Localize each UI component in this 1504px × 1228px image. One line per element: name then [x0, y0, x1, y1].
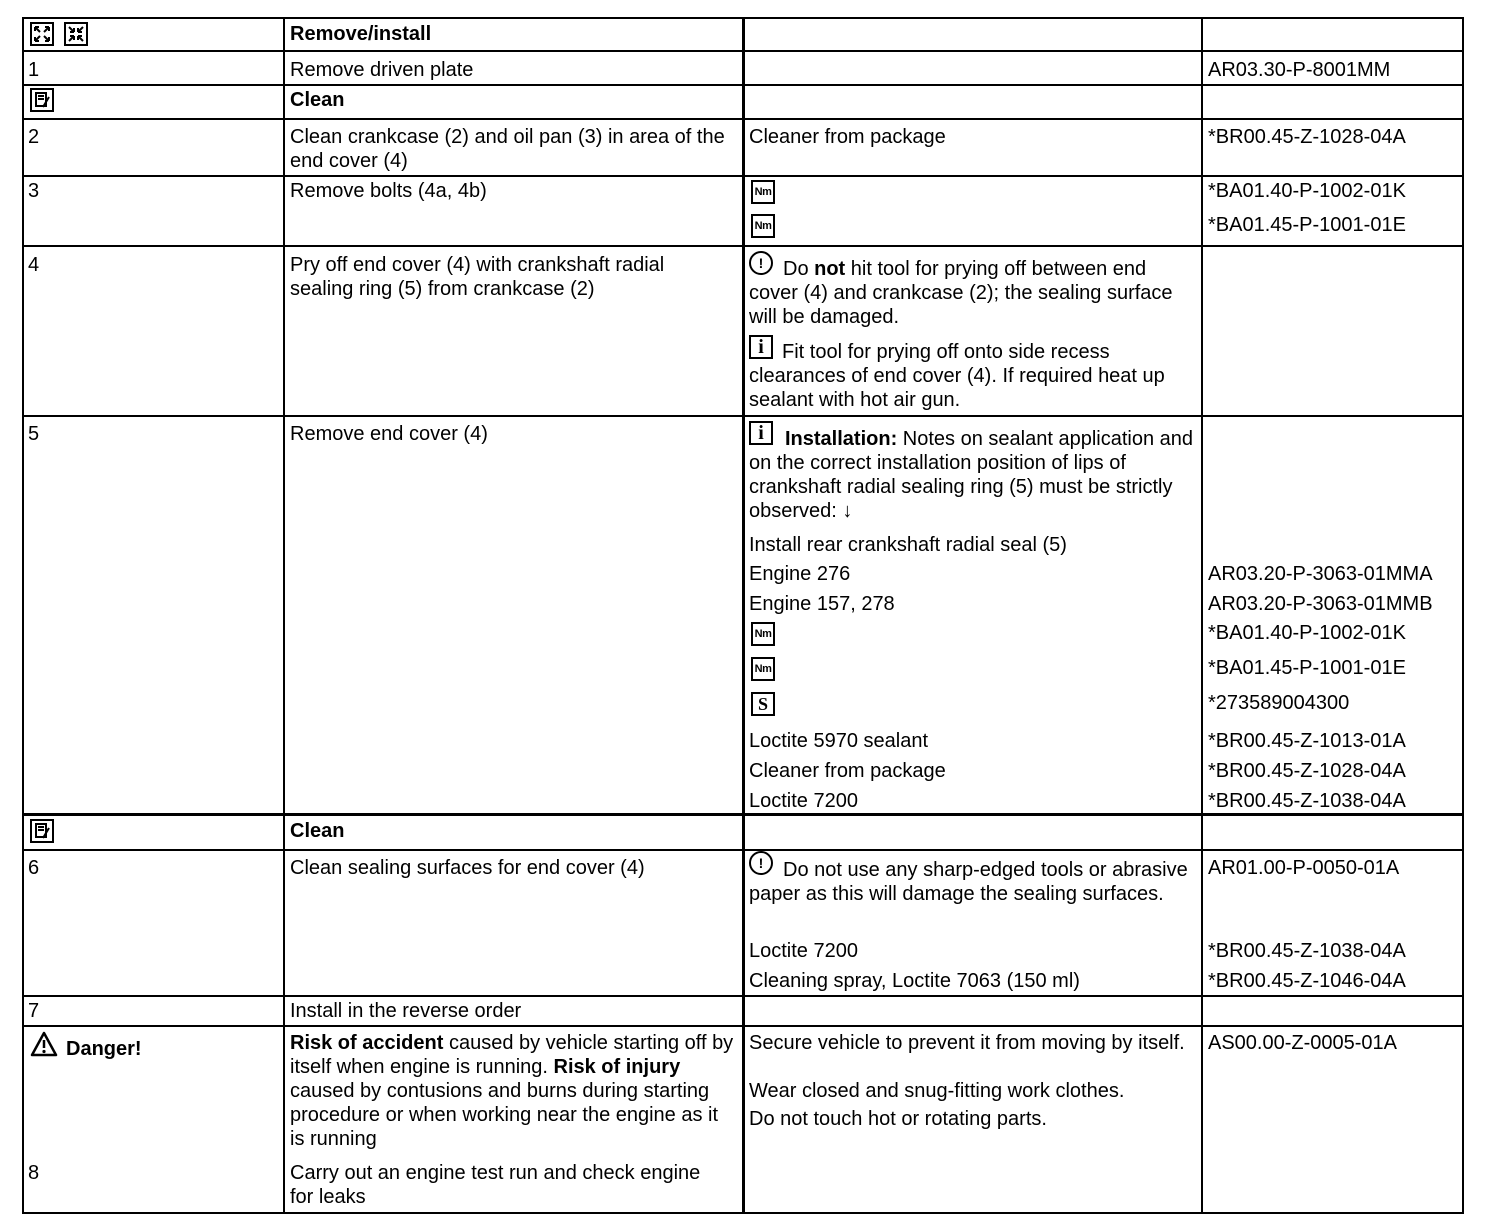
step-note: Cleaner from package: [749, 126, 946, 148]
section-title: Remove/install: [290, 23, 432, 45]
step-number: 7: [28, 1000, 40, 1022]
step-action: Remove driven plate: [290, 59, 474, 81]
reference-link[interactable]: AR03.20-P-3063-01MMA: [1208, 563, 1433, 585]
special-tool-icon: S: [751, 692, 775, 716]
step-action: Clean crankcase (2) and oil pan (3) in area of the end cover (4): [290, 126, 725, 172]
step-number: 1: [28, 59, 40, 81]
reference-link[interactable]: *BA01.40-P-1002-01K: [1208, 622, 1406, 644]
install-icon: [64, 22, 88, 46]
step-action: Carry out an engine test run and check engine for leaks: [290, 1162, 701, 1208]
reference-link[interactable]: AR03.20-P-3063-01MMB: [1208, 593, 1433, 615]
reference-link[interactable]: *BA01.45-P-1001-01E: [1208, 657, 1406, 679]
danger-risk-text: Risk of accident caused by vehicle starting off by itself when engine is running. Risk of injury caused by contusions and burns during starting procedure or when working near the engine as it is running: [290, 1032, 734, 1150]
engine-variant: Engine 157, 278: [749, 593, 895, 615]
step-note: Do not use any sharp-edged tools or abrasive paper as this will damage the sealing surfaces.: [749, 859, 1188, 905]
step-number: 3: [28, 180, 40, 202]
section-label: Clean: [290, 820, 345, 842]
step-number: 5: [28, 423, 40, 445]
material-name: Loctite 7200: [749, 940, 858, 962]
caution-icon: !: [749, 251, 773, 275]
table-rule: [22, 17, 24, 1214]
caution-icon: !: [749, 851, 773, 875]
step-number: 4: [28, 254, 40, 276]
table-rule: [1201, 17, 1203, 1214]
material-name: Loctite 5970 sealant: [749, 730, 929, 752]
warning-triangle-icon: [30, 1031, 58, 1057]
step-action: Remove end cover (4): [290, 423, 488, 445]
torque-icon: Nm: [751, 622, 775, 646]
reference-link[interactable]: *BR00.45-Z-1013-01A: [1208, 730, 1406, 752]
reference-link[interactable]: AS00.00-Z-0005-01A: [1208, 1032, 1398, 1054]
safety-measure: Wear closed and snug-fitting work clothes.: [749, 1080, 1125, 1102]
reference-link[interactable]: *BR00.45-Z-1046-04A: [1208, 970, 1406, 992]
material-name: Cleaner from package: [749, 760, 946, 782]
danger-label: Danger!: [66, 1038, 142, 1060]
reference-link[interactable]: *BR00.45-Z-1038-04A: [1208, 790, 1406, 812]
safety-measure: Secure vehicle to prevent it from moving by itself.: [749, 1032, 1185, 1054]
torque-icon: Nm: [751, 180, 775, 204]
material-name: Cleaning spray, Loctite 7063 (150 ml): [749, 970, 1080, 992]
engine-variant: Engine 276: [749, 563, 851, 585]
step-number: 6: [28, 857, 40, 879]
step-action: Install in the reverse order: [290, 1000, 522, 1022]
info-icon: i: [749, 335, 773, 359]
install-seal-text: Install rear crankshaft radial seal (5): [749, 534, 1067, 556]
reference-link[interactable]: *BA01.40-P-1002-01K: [1208, 180, 1406, 202]
torque-icon: Nm: [751, 657, 775, 681]
info-icon: i: [749, 421, 773, 445]
cleaning-icon: [30, 819, 54, 843]
step-action: Remove bolts (4a, 4b): [290, 180, 487, 202]
reference-link[interactable]: *273589004300: [1208, 692, 1350, 714]
reference-link[interactable]: AR03.30-P-8001MM: [1208, 59, 1391, 81]
table-rule: [1462, 17, 1464, 1214]
remove-icon: [30, 22, 54, 46]
step-action: Clean sealing surfaces for end cover (4): [290, 857, 645, 879]
safety-measure: Do not touch hot or rotating parts.: [749, 1108, 1047, 1130]
step-number: 8: [28, 1162, 40, 1184]
step-info: Fit tool for prying off onto side recess clearances of end cover (4). If required heat up sealant with hot air gun.: [749, 341, 1165, 411]
table-rule: [283, 17, 285, 1214]
step-action: Pry off end cover (4) with crankshaft radial sealing ring (5) from crankcase (2): [290, 254, 665, 300]
reference-link[interactable]: *BR00.45-Z-1038-04A: [1208, 940, 1406, 962]
section-label: Clean: [290, 89, 345, 111]
torque-icon: Nm: [751, 214, 775, 238]
step-note: Do not hit tool for prying off between end cover (4) and crankcase (2); the sealing surface will be damaged.: [749, 258, 1173, 328]
step-number: 2: [28, 126, 40, 148]
cleaning-icon: [30, 88, 54, 112]
material-name: Loctite 7200: [749, 790, 858, 812]
step-info: Installation: Notes on sealant application and on the correct installation position of lips of crankshaft radial sealing ring (5) must be strictly observed: ↓: [749, 428, 1193, 522]
procedure-table: [22, 17, 1464, 1214]
reference-link[interactable]: AR01.00-P-0050-01A: [1208, 857, 1400, 879]
reference-link[interactable]: *BR00.45-Z-1028-04A: [1208, 760, 1406, 782]
table-rule: [742, 17, 745, 1214]
reference-link[interactable]: *BA01.45-P-1001-01E: [1208, 214, 1406, 236]
reference-link[interactable]: *BR00.45-Z-1028-04A: [1208, 126, 1406, 148]
